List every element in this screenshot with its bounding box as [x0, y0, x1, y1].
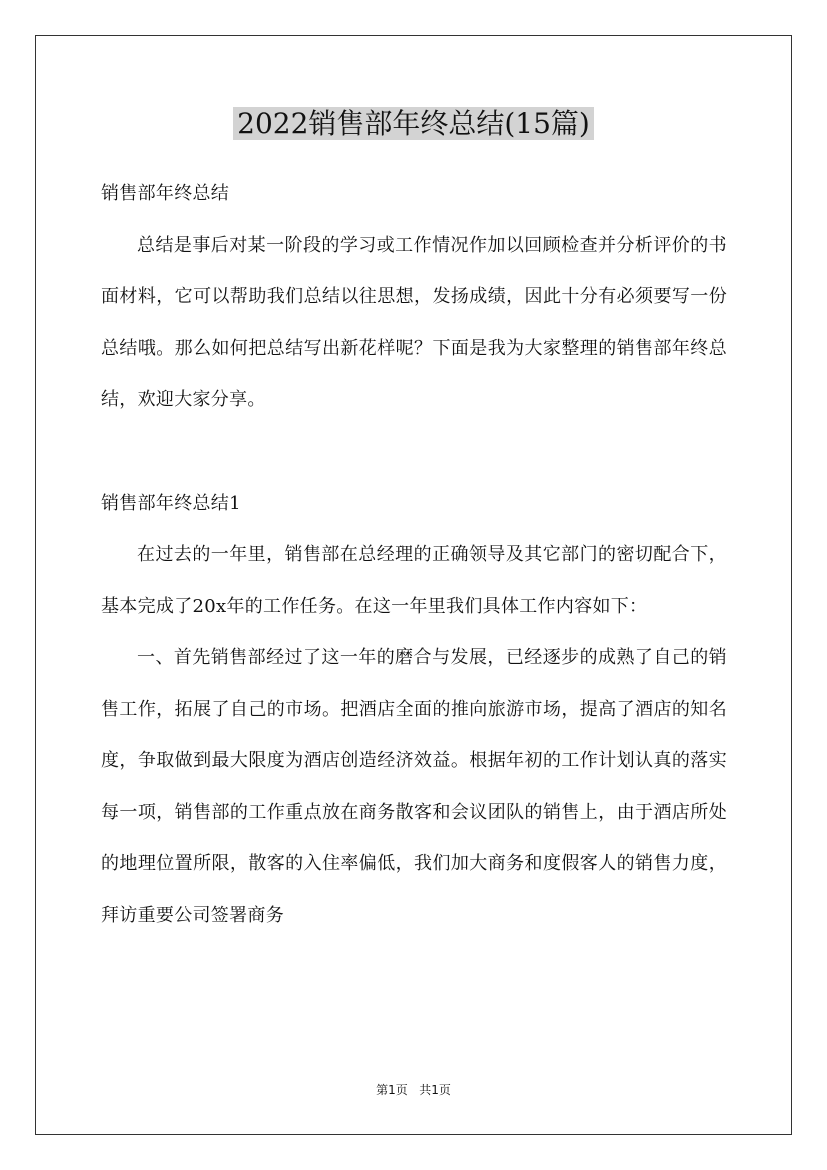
page-number-footer: 第1页 共1页 — [376, 1083, 451, 1097]
section-heading: 销售部年终总结 — [101, 183, 230, 204]
body-paragraph: 在过去的一年里，销售部在总经理的正确领导及其它部门的密切配合下，基本完成了20x年的工作任务。在这一年里我们具体工作内容如下： — [101, 544, 727, 617]
section-heading: 销售部年终总结1 — [101, 492, 241, 514]
body-paragraph: 一、首先销售部经过了这一年的磨合与发展，已经逐步的成熟了自己的销售工作，拓展了自己的市场。把酒店全面的推向旅游市场，提高了酒店的知名度，争取做到最大限度为酒店创造经济效益。根据年初的工作计划认真的落实每一项，销售部的工作重点放在商务散客和会议团队的销售上，由于酒店所处的地理位置所限，散客的入住率偏低，我们加大商务和度假客人的销售力度，拜访重要公司签署商务 — [101, 647, 727, 926]
document-body — [101, 168, 727, 941]
document-title — [0, 104, 827, 144]
document-title-text: 2022销售部年终总结(15篇) — [233, 107, 594, 140]
body-paragraph: 总结是事后对某一阶段的学习或工作情况作加以回顾检查并分析评价的书面材料，它可以帮助我们总结以往思想，发扬成绩，因此十分有必须要写一份总结哦。那么如何把总结写出新花样呢？下面是我为大家整理的销售部年终总结，欢迎大家分享。 — [101, 234, 727, 410]
